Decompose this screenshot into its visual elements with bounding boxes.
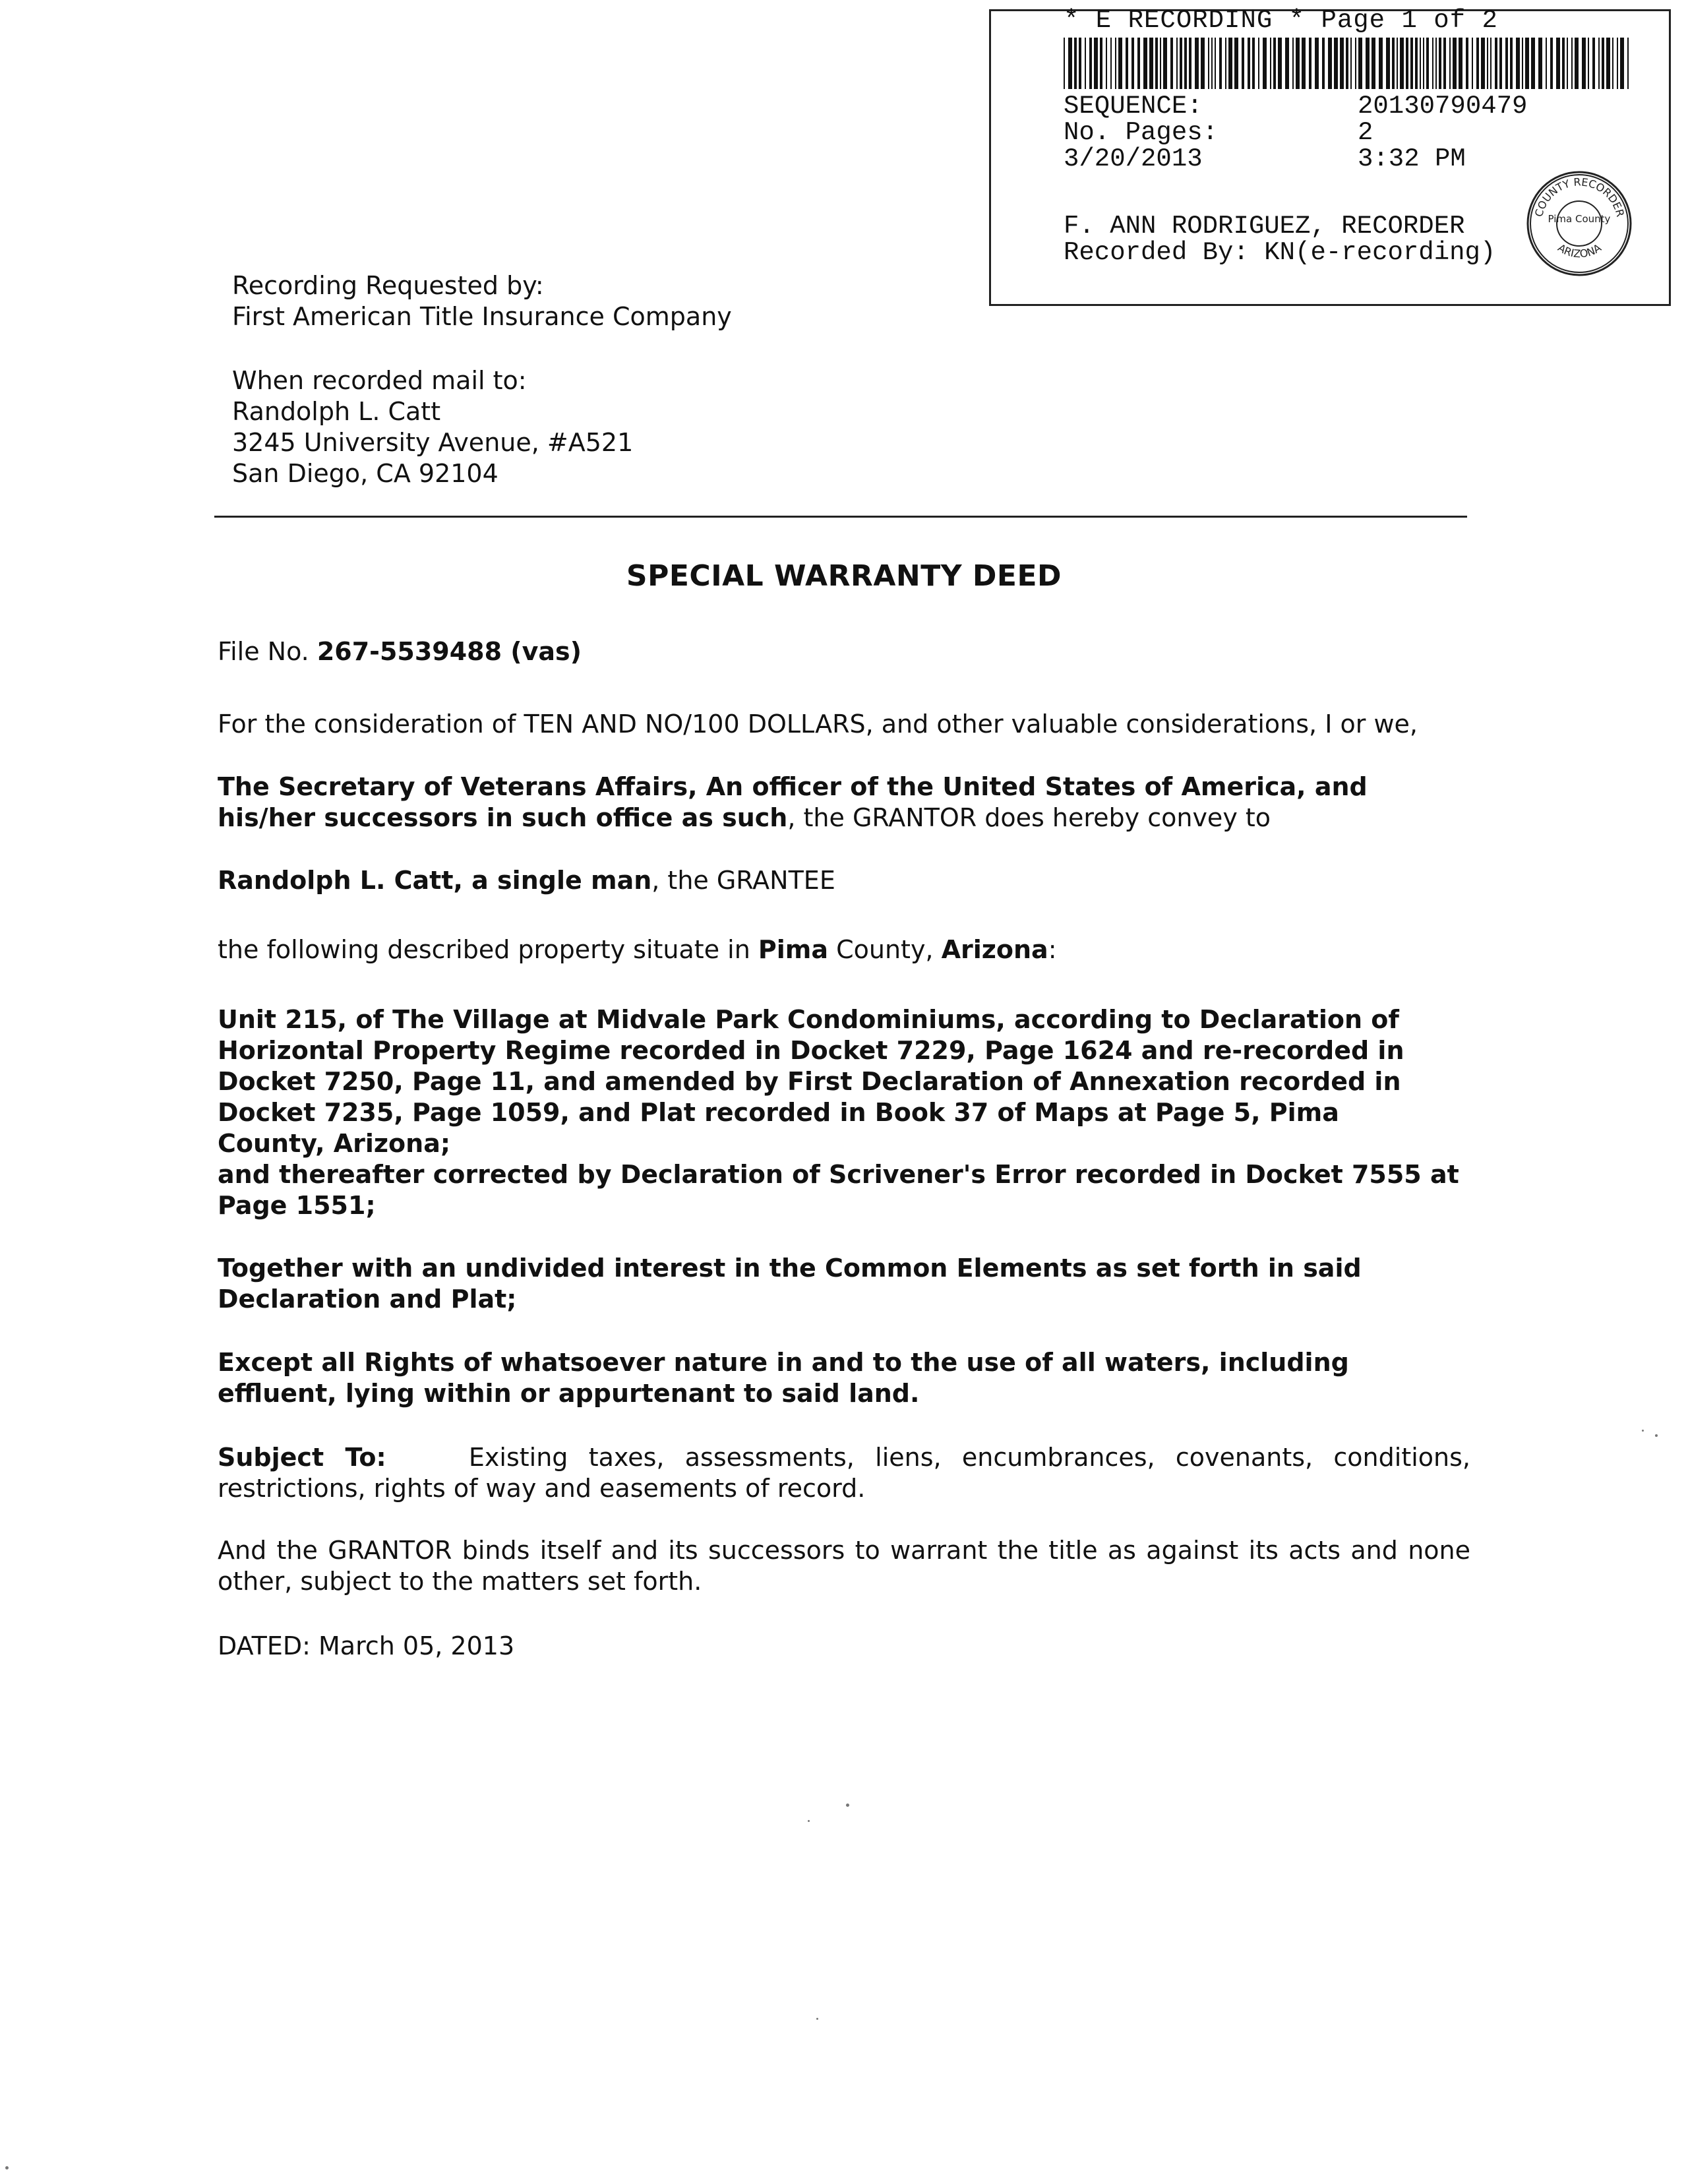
scan-speck <box>1642 1430 1644 1432</box>
barcode-bar <box>1516 38 1520 89</box>
barcode-bar <box>1110 38 1112 89</box>
barcode-bar <box>1627 38 1629 89</box>
barcode-bar <box>1420 38 1421 89</box>
barcode-bar <box>1505 38 1508 89</box>
barcode-bar <box>1126 38 1128 89</box>
grantor-conveyance: , the GRANTOR does hereby convey to <box>787 803 1271 832</box>
file-number-value: 267-5539488 (vas) <box>316 637 582 666</box>
subject-to-label: Subject To: <box>218 1443 386 1472</box>
grantee-clause <box>218 865 835 896</box>
barcode-bar <box>1064 38 1065 89</box>
barcode-bar <box>1522 38 1523 89</box>
barcode-bar <box>1195 38 1199 89</box>
date-row <box>1064 144 1466 173</box>
mail-to-label: When recorded mail to: <box>232 366 527 395</box>
barcode-bar <box>1340 38 1344 89</box>
barcode-bar <box>1155 38 1158 89</box>
barcode-bar <box>1358 38 1362 89</box>
barcode-bar <box>1211 38 1213 89</box>
barcode-bar <box>1189 38 1191 89</box>
property-intro-text: the following described property situate in <box>218 935 758 964</box>
water-rights-exception: Except all Rights of whatsoever nature in and to the use of all waters, including effluent, lying within or appurtenant to said land. <box>218 1348 1349 1408</box>
mail-to-name: Randolph L. Catt <box>232 397 441 426</box>
barcode-bar <box>1592 38 1595 89</box>
barcode-bar <box>1234 38 1238 89</box>
barcode-bar <box>1328 38 1332 89</box>
barcode-bar <box>1392 38 1395 89</box>
grantor-name: The Secretary of Veterans Affairs, An officer of the United States of America, and his/her successors in such office as such <box>218 772 1368 832</box>
barcode-bar <box>1094 38 1098 89</box>
barcode-bar <box>1476 38 1479 89</box>
barcode-bar <box>1472 38 1473 89</box>
barcode-bar <box>1453 38 1457 89</box>
barcode-bar <box>1400 38 1404 89</box>
scan-speck <box>808 1820 810 1822</box>
barcode-bar <box>1118 38 1122 89</box>
recorder-name: F. ANN RODRIGUEZ, RECORDER <box>1064 212 1465 241</box>
subject-to-text: Existing taxes, assessments, liens, encumbrances, covenants, conditions, restrictions, rights of way and easements of record. <box>218 1443 1470 1503</box>
scriveners-error-clause: and thereafter corrected by Declaration of Scrivener's Error recorded in Docket 7555 at Page 1551; <box>218 1160 1459 1220</box>
barcode-bar <box>1588 38 1589 89</box>
seal-bottom-text: ARIZONA <box>1555 241 1604 260</box>
warranty-clause: And the GRANTOR binds itself and its successors to warrant the title as against its acts and none other, subject to the matters set forth. <box>218 1536 1470 1596</box>
barcode-bar <box>1322 38 1325 89</box>
barcode-bar <box>1550 38 1553 89</box>
barcode-bar <box>1115 38 1116 89</box>
barcode-bar <box>1546 38 1547 89</box>
barcode-bar <box>1602 38 1604 89</box>
recorded-time: 3:32 PM <box>1358 144 1466 173</box>
barcode-bar <box>1510 38 1513 89</box>
file-number <box>218 636 582 667</box>
scan-speck <box>816 2018 818 2020</box>
barcode-bar <box>1079 38 1081 89</box>
barcode-bar <box>1606 38 1610 89</box>
pages-label: No. Pages: <box>1064 118 1219 147</box>
recorded-date: 3/20/2013 <box>1064 144 1203 173</box>
barcode-bar <box>1278 38 1282 89</box>
barcode-bar <box>1355 38 1356 89</box>
stamp-header: * E RECORDING * Page 1 of 2 <box>1064 6 1498 35</box>
common-elements-clause: Together with an undivided interest in the Common Elements as set forth in said Declaration and Plat; <box>218 1254 1362 1314</box>
barcode-bar <box>1309 38 1311 89</box>
barcode-bar <box>1270 38 1271 89</box>
requested-by-label: Recording Requested by: <box>232 271 544 300</box>
mail-to-address-line1: 3245 University Avenue, #A521 <box>232 428 634 457</box>
recorded-by: Recorded By: KN(e-recording) <box>1064 238 1496 267</box>
property-intro-text-2: County, <box>828 935 942 964</box>
requested-by-company: First American Title Insurance Company <box>232 302 732 331</box>
barcode-bar <box>1612 38 1613 89</box>
barcode-bar <box>1334 38 1338 89</box>
barcode-bar <box>1556 38 1560 89</box>
pages-row <box>1064 118 1373 147</box>
scan-speck <box>5 2166 9 2169</box>
consideration-clause: For the consideration of TEN AND NO/100 DOLLARS, and other valuable considerations, I or we, <box>218 710 1418 739</box>
barcode-bar <box>1459 38 1462 89</box>
barcode-bar <box>1137 38 1140 89</box>
barcode-bar <box>1582 38 1586 89</box>
barcode-bar <box>1366 38 1370 89</box>
seal-center-text: Pima County <box>1548 213 1611 225</box>
barcode-bar <box>1415 38 1418 89</box>
barcode-bar <box>1598 38 1600 89</box>
barcode-bar <box>1499 38 1502 89</box>
barcode-bar <box>1180 38 1182 89</box>
scan-speck <box>1655 1434 1658 1437</box>
sequence-row <box>1064 92 1528 121</box>
barcode-bar <box>1350 38 1352 89</box>
property-county: Pima <box>758 935 829 964</box>
barcode-bar <box>1423 38 1424 89</box>
property-intro-colon: : <box>1048 935 1057 964</box>
barcode-bar <box>1296 38 1300 89</box>
barcode-bar <box>1228 38 1232 89</box>
barcode-bar <box>1208 38 1209 89</box>
barcode-bar <box>1571 38 1573 89</box>
barcode-bar <box>1406 38 1408 89</box>
barcode-bar <box>1490 38 1492 89</box>
barcode-bar <box>1201 38 1205 89</box>
barcode-bar <box>1439 38 1441 89</box>
barcode-bar <box>1302 38 1306 89</box>
barcode-bar <box>1100 38 1102 89</box>
pages-value: 2 <box>1358 118 1373 147</box>
barcode-bar <box>1085 38 1086 89</box>
property-state: Arizona <box>941 935 1048 964</box>
legal-description: Unit 215, of The Village at Midvale Park Condominiums, according to Declaration of Horizontal Property Regime recorded in Docket 7229, Page 1624 and re-recorded in Docket 7250, Page 11, and amended by First Declaration of Annexation recorded in Docket 7235, Page 1059, and Plat recorded in Book 37 of Maps at Page 5, Pima County, Arizona; <box>218 1005 1404 1158</box>
barcode-bar <box>1575 38 1579 89</box>
barcode <box>1064 38 1631 89</box>
county-recorder-seal <box>1525 169 1634 278</box>
barcode-bar <box>1315 38 1319 89</box>
barcode-bar <box>1617 38 1618 89</box>
barcode-bar <box>1372 38 1375 89</box>
barcode-bar <box>1567 38 1568 89</box>
barcode-bar <box>1432 38 1433 89</box>
barcode-bar <box>1410 38 1413 89</box>
barcode-bar <box>1106 38 1107 89</box>
barcode-bar <box>1263 38 1267 89</box>
sequence-label: SEQUENCE: <box>1064 92 1203 121</box>
barcode-bar <box>1495 38 1497 89</box>
property-intro <box>218 934 1057 965</box>
barcode-bar <box>1449 38 1451 89</box>
barcode-bar <box>1487 38 1488 89</box>
barcode-bar <box>1160 38 1161 89</box>
barcode-bar <box>1215 38 1216 89</box>
file-number-label: File No. <box>218 637 309 666</box>
barcode-bar <box>1525 38 1529 89</box>
barcode-bar <box>1248 38 1250 89</box>
barcode-bar <box>1074 38 1077 89</box>
barcode-bar <box>1163 38 1167 89</box>
barcode-bar <box>1143 38 1147 89</box>
barcode-bar <box>1242 38 1244 89</box>
header-divider <box>214 516 1467 518</box>
barcode-bar <box>1379 38 1383 89</box>
grantee-name: Randolph L. Catt, a single man <box>218 866 652 895</box>
barcode-bar <box>1068 38 1072 89</box>
grantee-label: , the GRANTEE <box>651 866 835 895</box>
barcode-bar <box>1443 38 1446 89</box>
barcode-bar <box>1184 38 1187 89</box>
barcode-bar <box>1273 38 1276 89</box>
barcode-bar <box>1089 38 1092 89</box>
dated-line: DATED: March 05, 2013 <box>218 1631 515 1660</box>
barcode-bar <box>1292 38 1294 89</box>
barcode-bar <box>1531 38 1535 89</box>
seal-top-text: COUNTY RECORDER <box>1532 175 1627 218</box>
barcode-bar <box>1426 38 1429 89</box>
barcode-bar <box>1466 38 1468 89</box>
subject-to-clause <box>218 1442 1470 1504</box>
barcode-bar <box>1620 38 1624 89</box>
barcode-bar <box>1149 38 1153 89</box>
barcode-bar <box>1481 38 1485 89</box>
barcode-bar <box>1435 38 1437 89</box>
barcode-bar <box>1562 38 1565 89</box>
mail-to-address-line2: San Diego, CA 92104 <box>232 459 498 488</box>
barcode-bar <box>1397 38 1398 89</box>
document-title: SPECIAL WARRANTY DEED <box>626 559 1062 593</box>
barcode-bar <box>1225 38 1226 89</box>
recording-stamp <box>989 6 1671 306</box>
barcode-bar <box>1538 38 1542 89</box>
barcode-bar <box>1176 38 1178 89</box>
barcode-bar <box>1386 38 1390 89</box>
barcode-bar <box>1252 38 1255 89</box>
barcode-bar <box>1258 38 1259 89</box>
barcode-bar <box>1346 38 1348 89</box>
barcode-bar <box>1219 38 1222 89</box>
scan-speck <box>846 1804 849 1807</box>
barcode-bar <box>1285 38 1289 89</box>
grantor-clause <box>218 772 1470 834</box>
sequence-value: 20130790479 <box>1358 92 1528 121</box>
barcode-bar <box>1170 38 1173 89</box>
barcode-bar <box>1131 38 1134 89</box>
